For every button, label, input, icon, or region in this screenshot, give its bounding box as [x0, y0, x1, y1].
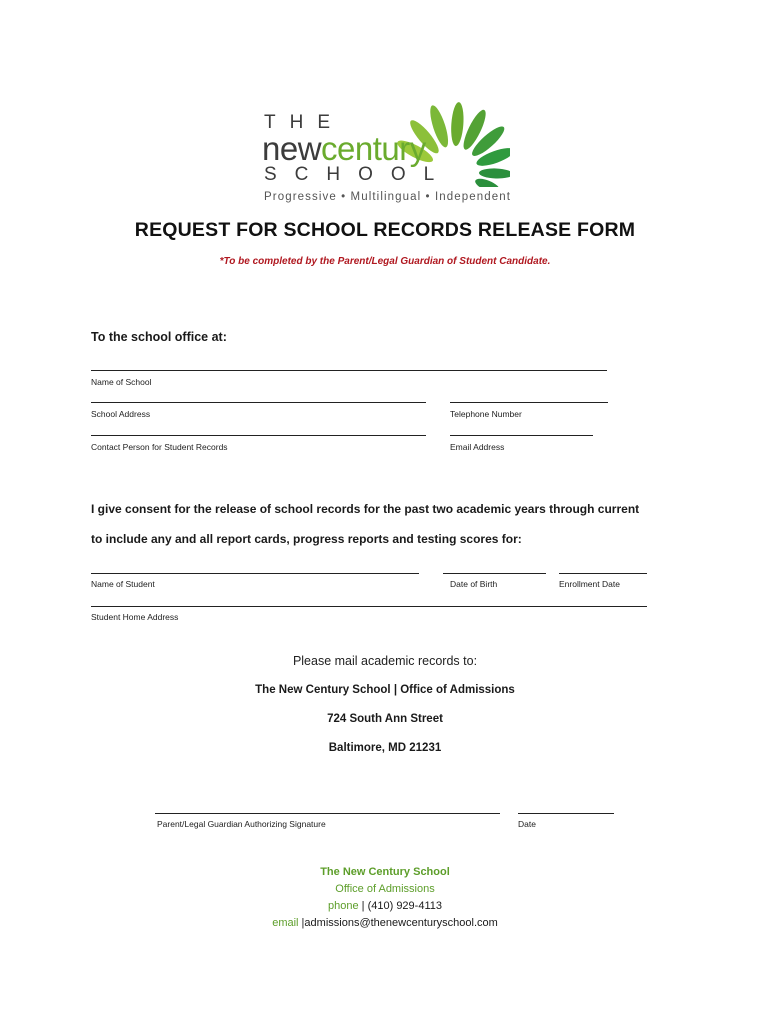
logo-wordmark — [262, 132, 426, 165]
logo-century: century — [321, 130, 426, 167]
form-subtitle: *To be completed by the Parent/Legal Guardian of Student Candidate. — [219, 256, 551, 267]
footer-email[interactable]: admissions@thenewcenturyschool.com — [304, 917, 498, 929]
logo-new: new — [262, 130, 322, 167]
logo-tagline: Progressive • Multilingual • Independent — [264, 191, 512, 203]
student-name-label: Name of Student — [91, 579, 155, 589]
footer-school-name: The New Century School — [320, 866, 450, 878]
email-label: Email Address — [450, 442, 505, 452]
school-address-label: School Address — [91, 409, 151, 419]
consent-text-line2: to include any and all report cards, progress reports and testing scores for: — [91, 532, 522, 546]
school-name-field[interactable] — [91, 370, 607, 371]
mail-recipient: The New Century School | Office of Admissions — [255, 684, 515, 696]
signature-date-field[interactable] — [518, 813, 614, 814]
logo-the: THE — [264, 112, 344, 133]
school-name-label: Name of School — [91, 377, 152, 387]
footer-phone-line — [0, 900, 770, 912]
signature-label: Parent/Legal Guardian Authorizing Signature — [157, 819, 326, 829]
signature-field[interactable] — [155, 813, 500, 814]
student-home-address-label: Student Home Address — [91, 612, 179, 622]
mail-intro: Please mail academic records to: — [292, 654, 478, 668]
footer-phone: (410) 929-4113 — [367, 900, 442, 912]
footer-email-sep: | — [298, 917, 305, 929]
logo-school: SCHOOL — [264, 164, 453, 185]
footer-phone-label: phone — [328, 900, 359, 912]
footer-phone-sep: | — [358, 900, 368, 912]
footer-email-label: email — [272, 917, 299, 929]
footer-office: Office of Admissions — [335, 883, 435, 895]
telephone-label: Telephone Number — [450, 409, 522, 419]
school-office-lead: To the school office at: — [91, 330, 227, 344]
date-of-birth-label: Date of Birth — [450, 579, 498, 589]
enrollment-date-label: Enrollment Date — [559, 579, 620, 589]
footer-email-line — [0, 917, 770, 929]
student-home-address-field[interactable] — [91, 606, 647, 607]
mail-city: Baltimore, MD 21231 — [328, 742, 442, 754]
contact-person-label: Contact Person for Student Records — [91, 442, 228, 452]
contact-person-field[interactable] — [91, 435, 426, 436]
student-name-field[interactable] — [91, 573, 419, 574]
mail-street: 724 South Ann Street — [327, 713, 443, 725]
date-of-birth-field[interactable] — [443, 573, 546, 574]
telephone-field[interactable] — [450, 402, 608, 403]
email-field[interactable] — [450, 435, 593, 436]
signature-date-label: Date — [518, 819, 536, 829]
school-address-field[interactable] — [91, 402, 426, 403]
consent-text-line1: I give consent for the release of school records for the past two academic years through current — [91, 502, 640, 516]
form-title: REQUEST FOR SCHOOL RECORDS RELEASE FORM — [134, 219, 636, 241]
school-logo — [262, 92, 512, 207]
enrollment-date-field[interactable] — [559, 573, 647, 574]
